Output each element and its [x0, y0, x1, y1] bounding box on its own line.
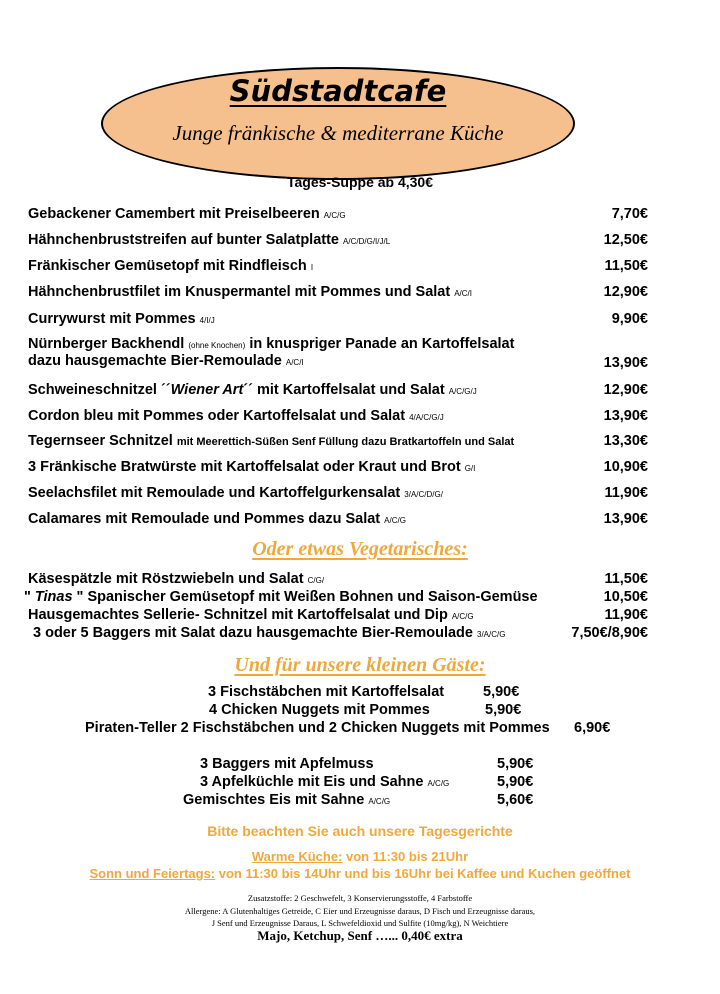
kids-item: 4 Chicken Nuggets mit Pommes — [209, 702, 430, 718]
menu-item: Käsespätzle mit Röstzwiebeln und Salat C/G/ — [28, 571, 325, 587]
menu-item: Seelachsfilet mit Remoulade und Kartoffelgurkensalat 3/A/C/D/G/ — [28, 485, 443, 501]
menu-item: Fränkischer Gemüsetopf mit Rindfleisch I — [28, 258, 314, 274]
kids-heading: Und für unsere kleinen Gäste: — [234, 654, 486, 676]
menu-price: 10,50€ — [603, 589, 648, 605]
menu-price: 11,50€ — [604, 258, 648, 274]
menu-price: 12,50€ — [603, 232, 648, 248]
menu-price: 11,90€ — [604, 485, 648, 501]
dessert-item: 3 Apfelküchle mit Eis und Sahne A/C/G — [200, 774, 450, 790]
menu-price: 7,50€/8,90€ — [571, 625, 648, 641]
menu-item: Tegernseer Schnitzel mit Meerettich-Süßen Senf Füllung dazu Bratkartoffeln und Salat — [28, 433, 515, 449]
menu-item-continuation: dazu hausgemachte Bier-Remoulade A/C/I — [28, 353, 304, 369]
restaurant-title: Südstadtcafe — [229, 74, 447, 108]
menu-item: 3 oder 5 Baggers mit Salat dazu hausgemachte Bier-Remoulade 3/A/C/G — [33, 625, 506, 641]
menu-price: 13,90€ — [603, 511, 648, 527]
dessert-price: 5,60€ — [497, 792, 534, 808]
kids-item: 3 Fischstäbchen mit Kartoffelsalat — [208, 684, 445, 700]
dessert-item: Gemischtes Eis mit Sahne A/C/G — [183, 792, 391, 808]
menu-price: 13,90€ — [603, 408, 648, 424]
extras-note: Majo, Ketchup, Senf …... 0,40€ extra — [257, 928, 463, 943]
kids-price: 5,90€ — [483, 684, 520, 700]
menu-item: Hähnchenbruststreifen auf bunter Salatplatte A/C/D/G/I/J/L — [28, 232, 391, 248]
kids-price: 5,90€ — [485, 702, 522, 718]
menu-item: Cordon bleu mit Pommes oder Kartoffelsalat und Salat 4/A/C/G/J — [28, 408, 444, 424]
menu-item: Schweineschnitzel ´´Wiener Art´´ mit Kartoffelsalat und Salat A/C/G/J — [28, 382, 477, 398]
menu-price: 13,90€ — [603, 355, 648, 371]
restaurant-subtitle: Junge fränkische & mediterrane Küche — [172, 121, 504, 145]
soup-of-day: Tages-Suppe ab 4,30€ — [286, 174, 433, 190]
menu-item: Gebackener Camembert mit Preiselbeeren A/C/G — [28, 206, 346, 222]
kids-price: 6,90€ — [574, 720, 611, 736]
menu-price: 12,90€ — [603, 382, 648, 398]
menu-item: " Tinas " Spanischer Gemüsetopf mit Weißen Bohnen und Saison-Gemüse — [24, 589, 538, 605]
menu-price: 9,90€ — [611, 311, 648, 327]
menu-price: 11,50€ — [604, 571, 648, 587]
kids-item: Piraten-Teller 2 Fischstäbchen und 2 Chicken Nuggets mit Pommes — [85, 720, 550, 736]
vegetarian-heading: Oder etwas Vegetarisches: — [252, 538, 468, 560]
menu-item: Nürnberger Backhendl (ohne Knochen) in knuspriger Panade an Kartoffelsalat — [28, 336, 515, 352]
dessert-price: 5,90€ — [497, 756, 534, 772]
warm-kitchen-hours: Warme Küche: von 11:30 bis 21Uhr — [251, 849, 469, 864]
menu-item: Currywurst mit Pommes 4/I/J — [28, 311, 215, 327]
menu-item: Hausgemachtes Sellerie- Schnitzel mit Kartoffelsalat und Dip A/C/G — [28, 607, 474, 623]
menu-price: 13,30€ — [603, 433, 648, 449]
menu-item: 3 Fränkische Bratwürste mit Kartoffelsalat oder Kraut und Brot G/I — [28, 459, 476, 475]
menu-price: 10,90€ — [603, 459, 648, 475]
additives-note: Zusatzstoffe: 2 Geschwefelt, 3 Konservierungsstoffe, 4 Farbstoffe — [247, 893, 473, 903]
allergens-note-cont: J Senf und Erzeugnisse Daraus, L Schwefeldioxid und Sulfite (10mg/kg), N Weichtiere — [211, 918, 509, 928]
allergens-note: Allergene: A Glutenhaltiges Getreide, C Eier und Erzeugnisse daraus, D Fisch und Erzeugnisse daraus, — [184, 906, 536, 916]
holiday-hours: Sonn und Feiertags: von 11:30 bis 14Uhr und bis 16Uhr bei Kaffee und Kuchen geöffnet — [89, 866, 631, 881]
dessert-item: 3 Baggers mit Apfelmuss — [200, 756, 374, 772]
daily-specials-note: Bitte beachten Sie auch unsere Tagesgerichte — [207, 823, 513, 839]
dessert-price: 5,90€ — [497, 774, 534, 790]
menu-price: 7,70€ — [611, 206, 648, 222]
menu-price: 11,90€ — [604, 607, 648, 623]
menu-item: Calamares mit Remoulade und Pommes dazu Salat A/C/G — [28, 511, 406, 527]
menu-item: Hähnchenbrustfilet im Knuspermantel mit Pommes und Salat A/C/I — [28, 284, 472, 300]
menu-price: 12,90€ — [603, 284, 648, 300]
